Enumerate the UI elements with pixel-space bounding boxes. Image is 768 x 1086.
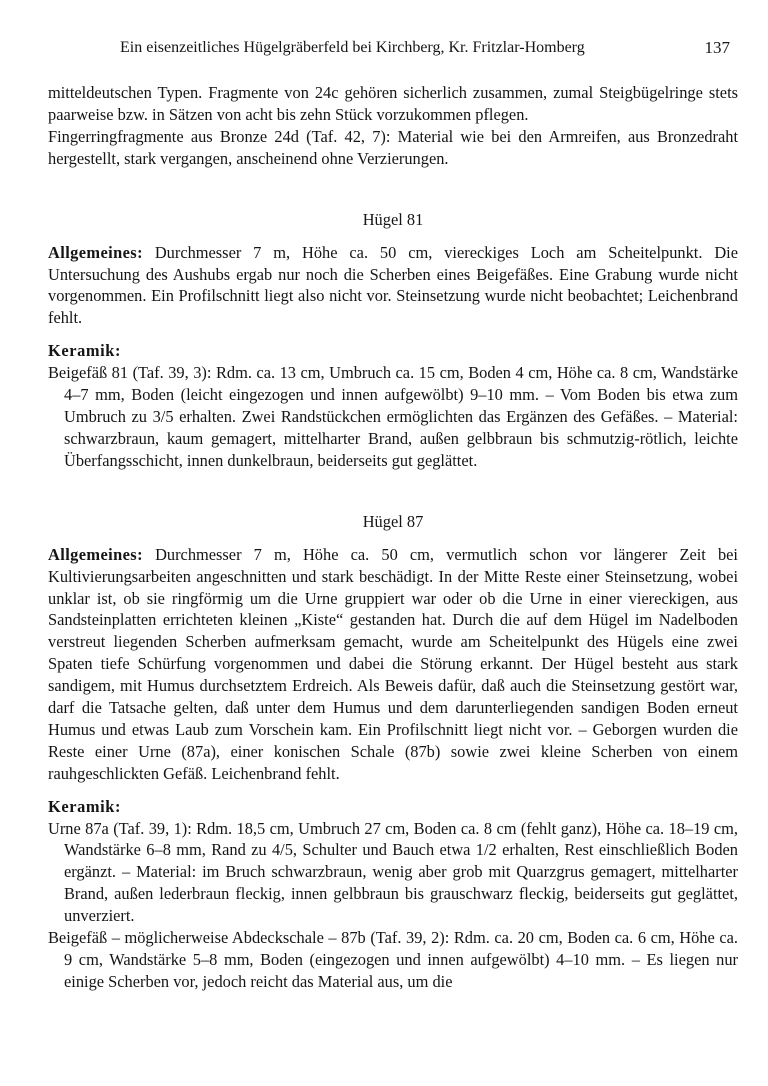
running-header [48,36,730,60]
allgemeines-label: Allgemeines: [48,242,143,262]
intro-paragraph-1: mitteldeutschen Typen. Fragmente von 24c gehören sicherlich zusammen, zumal Steigbügelringe stets paarweise bzw. in Sätzen von acht bis zehn Stück vorzukommen pflegen. [48,83,738,124]
spacer [48,785,738,796]
spacer [48,329,738,340]
page-number: 137 [704,38,730,57]
urne-87a-paragraph: Urne 87a (Taf. 39, 1): Rdm. 18,5 cm, Umbruch 27 cm, Boden ca. 8 cm (fehlt ganz), Höhe ca. 18–19 cm, Wandstärke 6–8 mm, Rand zu 4/5, Schulter und Bauch etwa 1/2 erhalten, Rest einschließlich Boden ergänzt. – Material: im Bruch schwarzbraun, wenig aber grob mit Quarzgrus gemagert, mittelharter Brand, außen lederbraun fleckig, innen gelbbraun bis grauschwarz fleckig, beiderseits gut geglättet, unverziert. [48,818,738,926]
allgemeines-text: Durchmesser 7 m, Höhe ca. 50 cm, viereckiges Loch am Scheitelpunkt. Die Untersuchung des Aushubs ergab nur noch die Scherben eines Beigefäßes. Eine Grabung wurde nicht vorgenommen. Ein Profilschnitt liegt also nicht vor. Steinsetzung wurde nicht beobachtet; Leichenbrand fehlt. [48,242,738,328]
allgemeines-label: Allgemeines: [48,544,143,564]
allgemeines-paragraph [48,242,738,330]
intro-paragraph-2: Fingerringfragmente aus Bronze 24d (Taf. 42, 7): Material wie bei den Armreifen, aus Bronzedraht hergestellt, stark vergangen, anscheinend ohne Verzierungen. [48,126,738,168]
allgemeines-paragraph [48,544,738,785]
allgemeines-text: Durchmesser 7 m, Höhe ca. 50 cm, vermutlich schon vor längerer Zeit bei Kultivierungsarbeiten angeschnitten und stark beschädigt. In der Mitte Reste einer Steinsetzung, wobei unklar ist, ob sie ringförmig um die Urne gruppiert war oder ob die Urne in einer viereckigen, aus Sandsteinplatten errichteten kleinen „Kiste“ gestanden hat. Durch die auf dem Hügel im Nadelboden verstreut liegenden Scherben aufmerksam gemacht, wurde am Scheitelpunkt des Hügels eine zwei Spaten tiefe Schürfung vorgenommen und dabei die Störung erkannt. Der Hügel besteht aus stark sandigem, mit Humus durchsetztem Erdreich. Als Beweis dafür, daß auch die Steinsetzung gestört war, darf die Tatsache gelten, daß unter dem Humus und dem darunterliegenden sandigen Boden erneut Humus und etwas Laub zum Vorschein kam. Ein Profilschnitt liegt nicht vor. – Geborgen wurden die Reste einer Urne (87a), einer konischen Schale (87b) sowie zwei kleine Scherben von einem rauhgeschlickten Gefäß. Leichenbrand fehlt. [48,544,738,783]
running-title: Ein eisenzeitliches Hügelgräberfeld bei Kirchberg, Kr. Fritzlar-Homberg [120,39,585,56]
section-huegel-87 [48,511,738,993]
section-spacer [48,170,738,209]
section-heading: Hügel 81 [362,209,424,229]
section-huegel-81 [48,209,738,472]
keramik-label: Keramik: [48,796,122,816]
section-heading: Hügel 87 [362,511,424,531]
section-spacer [48,472,738,511]
main-text [48,82,738,993]
keramik-label: Keramik: [48,341,122,361]
beigefaess-81-paragraph: Beigefäß 81 (Taf. 39, 3): Rdm. ca. 13 cm, Umbruch ca. 15 cm, Boden 4 cm, Höhe ca. 8 cm, Wandstärke 4–7 mm, Boden (leicht eingezogen und innen aufgewölbt) 9–10 mm. – Vom Boden bis etwa zum Umbruch zu 3/5 erhalten. Zwei Randstückchen ermöglichten das Ergänzen des Gefäßes. – Material: schwarzbraun, kaum gemagert, mittelharter Brand, außen gelbbraun bis schmutzig-rötlich, leichte Überfangsschicht, innen dunkelbraun, beiderseits gut geglättet. [48,363,738,470]
beigefaess-87b-paragraph: Beigefäß – möglicherweise Abdeckschale – 87b (Taf. 39, 2): Rdm. ca. 20 cm, Boden ca. 6 cm, Höhe ca. 9 cm, Wandstärke 5–8 mm, Boden (eingezogen und innen aufgewölbt) 4–10 mm. – Es liegen nur einige Scherben vor, jedoch reicht das Material aus, um die [48,928,738,991]
